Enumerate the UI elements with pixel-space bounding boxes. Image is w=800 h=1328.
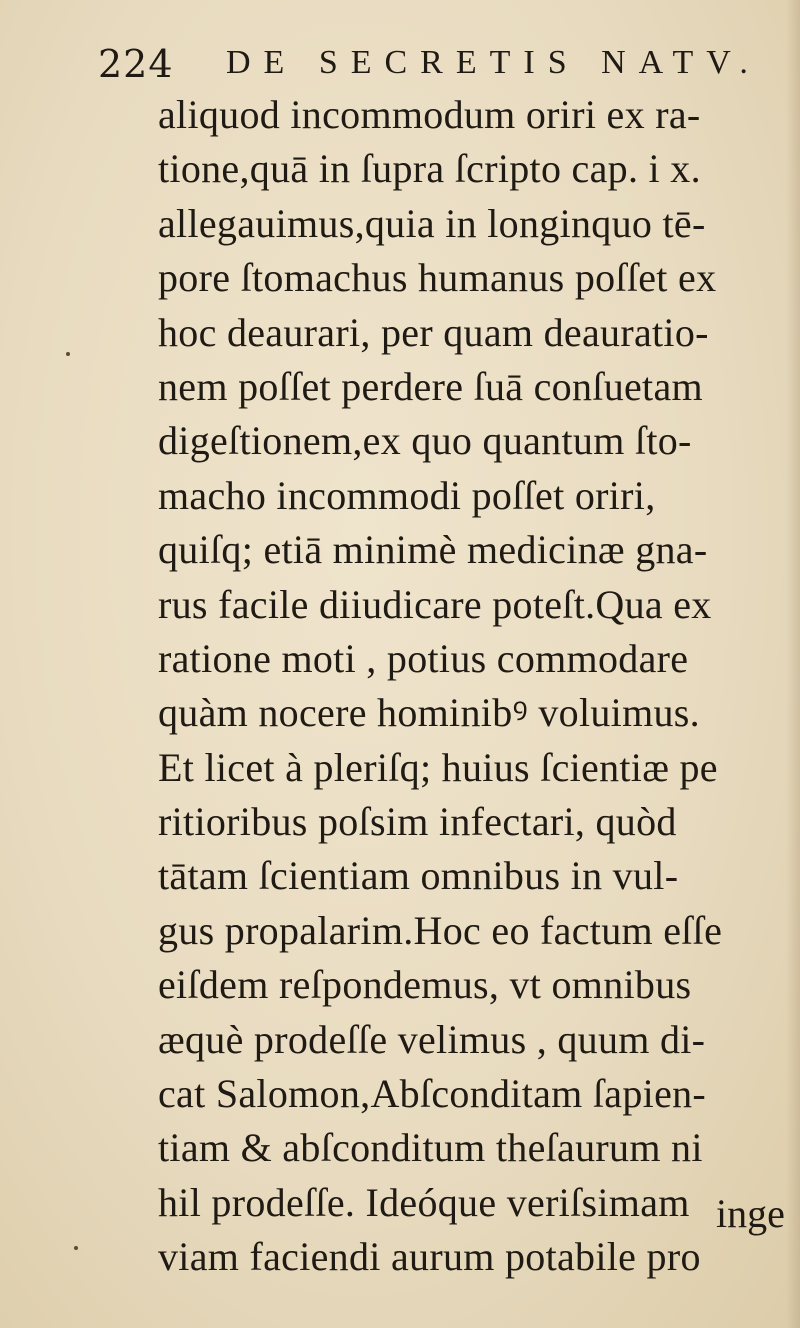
text-line: viam faciendi aurum potabile pro [158,1234,701,1280]
text-line: hoc deaurari, per quam deauratio- [158,309,709,355]
text-line: eiſdem reſpondemus, vt omnibus [158,962,692,1008]
text-line: hil prodeſſe. Ideóque veriſsimam [158,1179,690,1225]
text-line: allegauimus,quia in longinquo tē- [158,200,706,246]
body-text [158,88,798,1285]
text-line: æquè prodeſſe velimus , quum di- [158,1016,706,1062]
text-line: ratione moti , potius commodare [158,635,689,681]
text-line: macho incommodi poſſet oriri, [158,472,656,518]
text-line: digeſtionem,ex quo quantum ſto- [158,418,692,464]
running-head: DE SECRETIS NATV. [226,44,761,81]
text-line: rus facile diiudicare poteſt.Qua ex [158,581,712,627]
text-line: gus propalarim.Hoc eo factum eſſe [158,907,723,953]
text-line: tātam ſcientiam omnibus in vul- [158,853,679,899]
catchword: inge [716,1191,785,1236]
page-header [98,40,761,90]
text-line: tiam & abſconditum theſaurum ni [158,1125,703,1171]
text-line: ritioribus poſsim infectari, quòd [158,799,677,845]
text-line: aliquod incommodum oriri ex ra- [158,92,701,137]
text-line: cat Salomon,Abſconditam ſapien- [158,1071,707,1117]
text-line: Et licet à pleriſq; huius ſcientiæ pe [158,744,718,790]
ink-speck [74,1246,78,1250]
text-line: quàm nocere hominibꝰ voluimus. [158,690,700,736]
page-number: 224 [98,42,174,86]
text-line: tione,quā in ſupra ſcripto cap. i x. [158,146,701,192]
ink-speck [66,352,70,356]
text-line: quiſq; etiā minimè medicinæ gna- [158,527,708,573]
text-line: nem poſſet perdere ſuā conſuetam [158,363,703,409]
text-line: pore ſtomachus humanus poſſet ex [158,255,717,301]
